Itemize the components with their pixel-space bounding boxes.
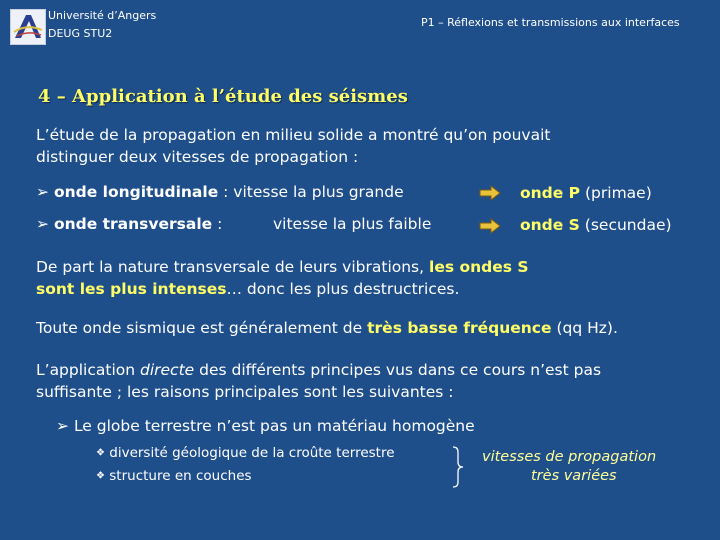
sub-item-layers [96,468,252,484]
para1-text-a: De part la nature transversale de leurs vibrations, [36,258,425,276]
diamond-bullet-icon: ❖ [96,447,105,459]
right-arrow-icon [479,218,501,234]
wave-transverse-item [36,215,222,233]
para1-highlight-a: les ondes S [429,258,529,276]
sub-item-geology-text: diversité géologique de la croûte terrestre [109,445,395,461]
para1-text-b: … donc les plus destructrices. [226,280,460,298]
wave-transverse-sep: : [217,215,223,233]
wave-p-latin: (primae) [585,184,652,202]
university-logo [10,9,46,45]
note-line-1: vitesses de propagation [482,449,657,465]
header-program: DEUG STU2 [48,27,113,40]
arrow-bullet-icon: ➢ [56,417,69,435]
para1-highlight-b: sont les plus intenses [36,280,227,298]
paragraph-frequency [36,319,618,337]
wave-longitudinal-item [36,183,404,201]
diamond-bullet-icon: ❖ [96,470,105,482]
wave-p-result [520,184,652,202]
wave-transverse-desc: vitesse la plus faible [273,215,432,233]
para3-italic: directe [140,361,195,379]
note-line-2: très variées [531,468,617,484]
wave-p-label: onde P [520,184,581,202]
heterogeneity-text: Le globe terrestre n’est pas un matériau homogène [73,417,475,435]
wave-s-label: onde S [520,216,580,234]
para3-text-b: des différents principes vus dans ce cours n’est pas [199,361,602,379]
right-arrow-icon [479,185,501,201]
slide-title: 4 – Application à l’étude des séismes [38,86,408,107]
paragraph-application-line-1 [36,361,601,379]
header-institution: Université d’Angers [48,9,157,22]
paragraph-application-line-2: suffisante ; les raisons principales sont les suivantes : [36,383,454,401]
intro-line-1: L’étude de la propagation en milieu solide a montré qu’on pouvait [36,126,551,144]
para2-text-a: Toute onde sismique est généralement de [36,319,363,337]
intro-line-2: distinguer deux vitesses de propagation : [36,148,359,166]
para2-text-b: (qq Hz). [556,319,618,337]
wave-transverse-term: onde transversale [53,215,213,233]
wave-s-result [520,216,672,234]
wave-s-latin: (secundae) [584,216,672,234]
arrow-bullet-icon: ➢ [36,215,49,233]
wave-longitudinal-desc: : vitesse la plus grande [223,183,404,201]
para3-text-a: L’application [36,361,136,379]
heterogeneity-point [56,417,475,435]
arrow-bullet-icon: ➢ [36,183,49,201]
paragraph-transverse-line-1 [36,258,529,276]
sub-item-layers-text: structure en couches [109,468,252,484]
para2-highlight: très basse fréquence [367,319,552,337]
right-brace-icon [450,445,466,489]
wave-longitudinal-term: onde longitudinale [53,183,219,201]
sub-item-geology [96,445,395,461]
header-course-title: P1 – Réflexions et transmissions aux interfaces [421,16,680,29]
paragraph-transverse-line-2 [36,280,459,298]
